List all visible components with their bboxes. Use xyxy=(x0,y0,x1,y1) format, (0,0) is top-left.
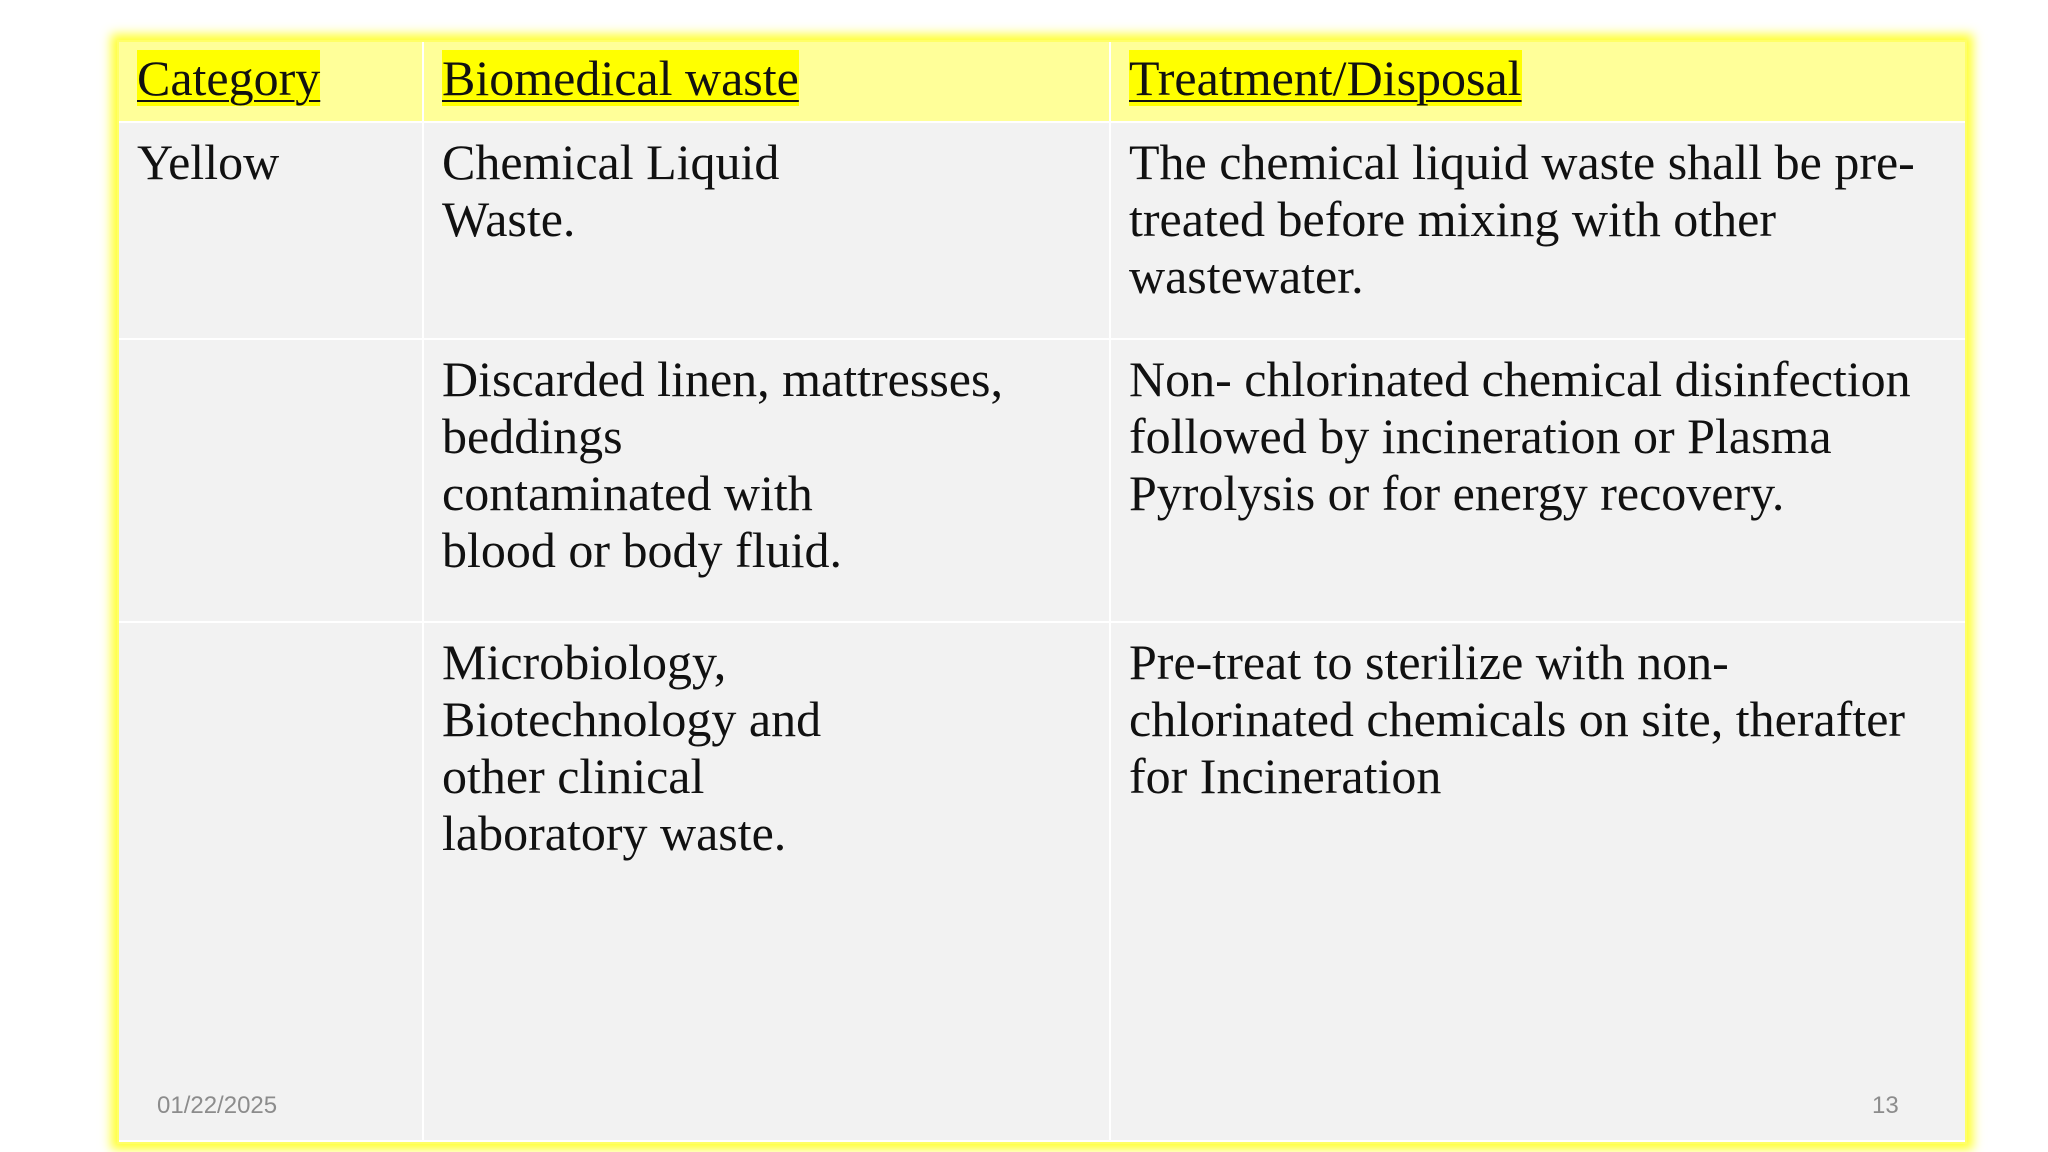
header-treatment-disposal xyxy=(1110,42,1965,122)
header-treatment-disposal-label: Treatment/Disposal xyxy=(1129,50,1522,106)
header-biomedical-waste xyxy=(423,42,1110,122)
waste-table-frame xyxy=(117,40,1967,1144)
cell-waste: Discarded linen, mattresses, beddings contaminated with blood or body fluid. xyxy=(423,339,1110,622)
table-row xyxy=(119,339,1965,622)
biomedical-waste-table xyxy=(119,42,1965,1142)
header-biomedical-waste-label: Biomedical waste xyxy=(442,50,799,106)
table-row xyxy=(119,622,1965,1141)
cell-category xyxy=(119,339,423,622)
cell-category: Yellow xyxy=(119,122,423,339)
cell-waste: Chemical Liquid Waste. xyxy=(423,122,1110,339)
header-category xyxy=(119,42,423,122)
cell-waste: Microbiology, Biotechnology and other clinical laboratory waste. xyxy=(423,622,1110,1141)
table-row xyxy=(119,122,1965,339)
footer-page-number: 13 xyxy=(1872,1092,1899,1119)
footer-date: 01/22/2025 xyxy=(157,1092,278,1119)
cell-category xyxy=(119,622,423,1141)
cell-treatment: Pre-treat to sterilize with non- chlorinated chemicals on site, therafter for Incineration xyxy=(1110,622,1965,1141)
header-category-label: Category xyxy=(137,50,321,106)
cell-treatment: The chemical liquid waste shall be pre- treated before mixing with other wastewater. xyxy=(1110,122,1965,339)
table-header-row xyxy=(119,42,1965,122)
cell-treatment: Non- chlorinated chemical disinfection followed by incineration or Plasma Pyrolysis or for energy recovery. xyxy=(1110,339,1965,622)
